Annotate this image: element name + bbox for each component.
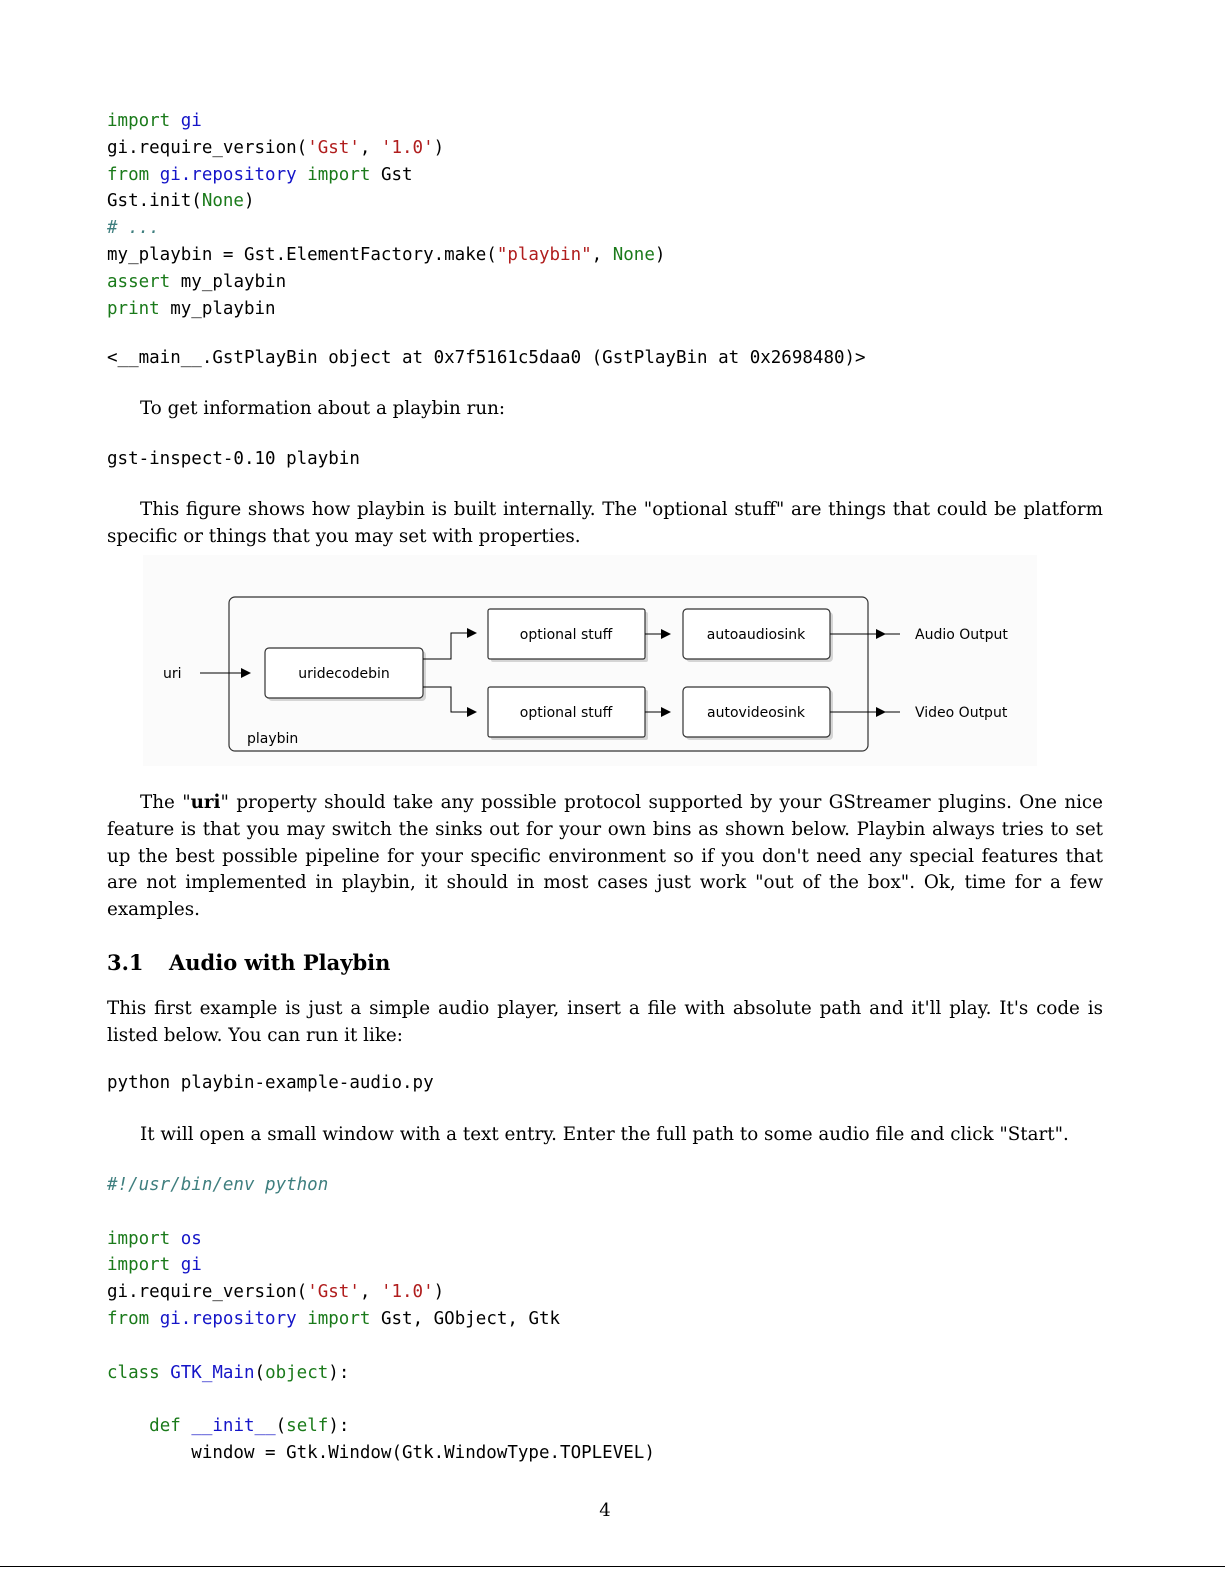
uri-para-pre: The " [140, 792, 191, 813]
code-token: ): [328, 1416, 350, 1437]
code-token: ( [275, 1416, 287, 1437]
code-token: print [107, 298, 171, 319]
code-token: gi.repository [159, 1308, 308, 1329]
code-token: window = Gtk.Window(Gtk.WindowType.TOPLEVEL) [107, 1442, 655, 1463]
code-line [107, 1360, 655, 1387]
code-token: assert [107, 271, 181, 292]
playbin-output-line: <__main__.GstPlayBin object at 0x7f5161c5daa0 (GstPlayBin at 0x2698480)> [107, 348, 866, 368]
code-line [107, 1172, 655, 1199]
code-token: None [201, 191, 244, 212]
code-token: ) [433, 1282, 445, 1303]
code-token: gi.repository [159, 164, 308, 185]
code-token: my_playbin [180, 271, 287, 292]
code-token: ) [243, 191, 255, 212]
code-token: '1.0' [380, 1282, 434, 1303]
code-token: def [149, 1416, 192, 1437]
code-token: gi.require_version( [107, 137, 308, 158]
code-token: __init__ [191, 1416, 276, 1437]
paragraph-inspect: To get information about a playbin run: [140, 398, 506, 419]
audio-output-label: Audio Output [915, 627, 1008, 643]
paragraph-window: It will open a small window with a text entry. Enter the full path to some audio file and click "Start". [140, 1124, 1069, 1145]
code-token: "playbin" [496, 244, 592, 265]
code-token: class [107, 1362, 171, 1383]
code-token: import [107, 1255, 181, 1276]
code-token: #!/usr/bin/env python [107, 1175, 329, 1195]
video-output-label: Video Output [915, 705, 1008, 721]
code-token: 'Gst' [307, 1282, 360, 1303]
optional-stuff-bottom-label: optional stuff [519, 705, 613, 721]
code-token: , [591, 244, 613, 265]
code-line [107, 269, 665, 296]
code-line [107, 1279, 655, 1306]
paragraph-example-intro: This first example is just a simple audio player, insert a file with absolute path and it'll play. It's code is listed below. You can run it like: [107, 998, 1103, 1046]
autoaudiosink-label: autoaudiosink [706, 627, 806, 643]
code-token: object [265, 1362, 329, 1383]
code-token: gi [180, 111, 202, 131]
code-token: None [612, 244, 655, 265]
code-line [107, 1440, 655, 1467]
code-line [107, 215, 665, 242]
uri-label: uri [163, 666, 182, 682]
code-token: from [107, 164, 160, 185]
code-token: gi [180, 1255, 202, 1276]
code-token: Gst.init( [107, 191, 202, 212]
code-line [107, 1413, 655, 1440]
uridecodebin-label: uridecodebin [298, 666, 390, 682]
code-line [107, 296, 665, 323]
optional-stuff-top-label: optional stuff [519, 627, 613, 643]
code-line [107, 242, 665, 269]
section-number: 3.1 [107, 950, 144, 975]
playbin-label: playbin [247, 731, 299, 747]
code-token: import [307, 1308, 381, 1329]
code-line [107, 135, 665, 162]
code-token: '1.0' [380, 137, 434, 158]
code-token: import [107, 111, 181, 131]
section-heading [107, 950, 390, 975]
code-token: # ... [107, 218, 160, 239]
code-token: 'Gst' [307, 137, 360, 158]
autovideosink-label: autovideosink [707, 705, 805, 721]
code-block-example [107, 1172, 655, 1467]
code-line [107, 162, 665, 189]
code-line [107, 1252, 655, 1279]
code-token: ) [433, 137, 445, 158]
code-token: os [180, 1228, 202, 1249]
code-token: from [107, 1308, 160, 1329]
uri-para-post: " property should take any possible protocol supported by your GStreamer plugins. One nice feature is that you may switch the sinks out for your own bins as shown below. Playbin always tries to set up the best possible pipeline for your specific environment so if you don't need any special features that are not implemented in playbin, it should in most cases just work "out of the box". Ok, time for a few examples. [107, 792, 1103, 921]
code-token: import [307, 164, 381, 185]
page-bottom-rule [0, 1566, 1225, 1567]
code-token [107, 1416, 149, 1436]
uri-para-bold: uri [190, 792, 221, 813]
page-number: 4 [599, 1500, 611, 1521]
code-token: my_playbin [170, 298, 276, 319]
code-token: ( [254, 1362, 266, 1383]
code-token: my_playbin = Gst.ElementFactory.make( [107, 244, 497, 265]
paragraph-figure-intro: This figure shows how playbin is built internally. The "optional stuff" are things that could be platform specific or things that you may set with properties. [107, 499, 1103, 547]
code-token: GTK_Main [170, 1362, 255, 1383]
code-token: gi.require_version( [107, 1282, 308, 1303]
code-line [107, 188, 665, 215]
code-token: , [359, 137, 381, 158]
section-title: Audio with Playbin [169, 950, 391, 975]
code-line [107, 108, 665, 135]
code-line [107, 1199, 655, 1226]
inspect-command: gst-inspect-0.10 playbin [107, 449, 360, 469]
run-command: python playbin-example-audio.py [107, 1073, 434, 1093]
code-token: , [359, 1282, 381, 1303]
code-block-imports [107, 108, 665, 322]
paragraph-uri-property [107, 790, 1103, 924]
code-token: import [107, 1228, 181, 1249]
playbin-diagram [143, 555, 1037, 766]
code-token: ): [328, 1362, 350, 1383]
code-token: self [286, 1416, 329, 1437]
code-line [107, 1306, 655, 1333]
code-line [107, 1226, 655, 1253]
code-line [107, 1333, 655, 1360]
code-token: ) [654, 244, 666, 265]
code-token: Gst [380, 164, 413, 185]
code-token: Gst, GObject, Gtk [380, 1308, 561, 1329]
code-line [107, 1386, 655, 1413]
